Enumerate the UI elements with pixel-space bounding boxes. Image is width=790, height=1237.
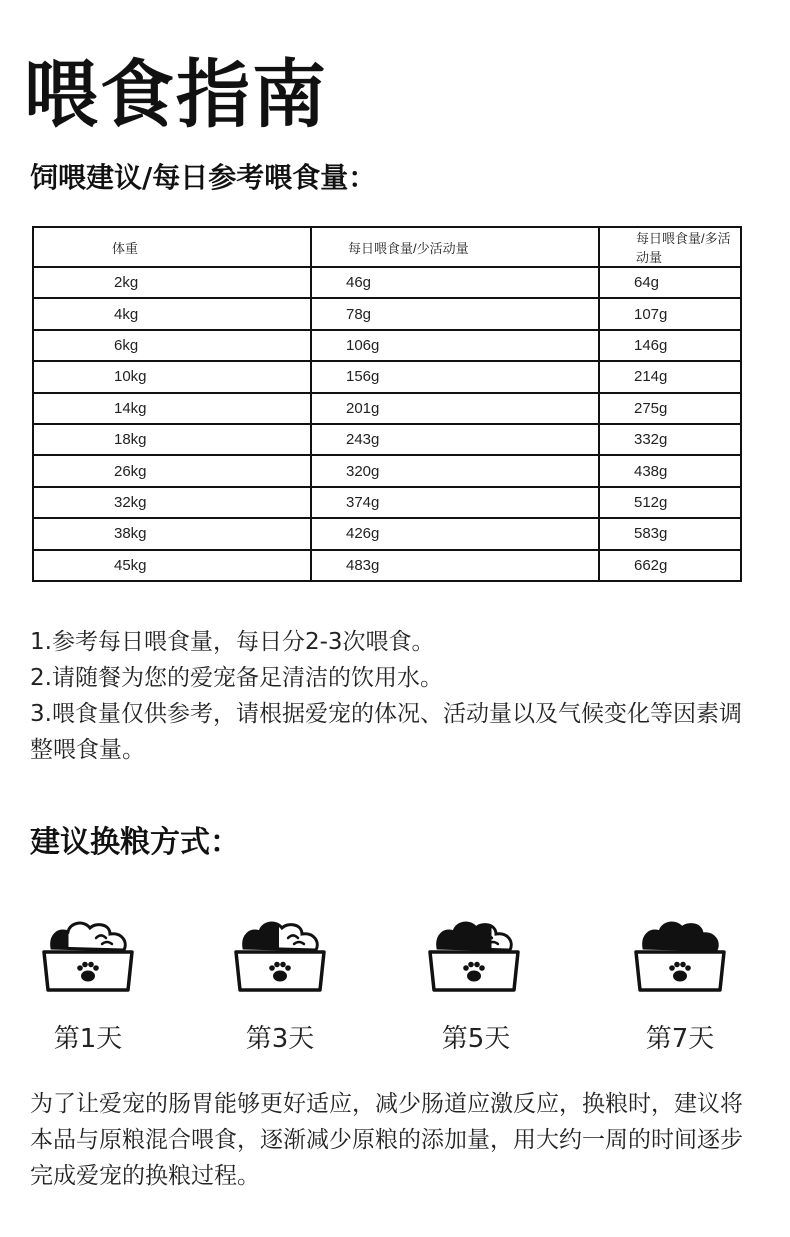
switch-instructions: 为了让爱宠的肠胃能够更好适应，减少肠道应激反应，换粮时，建议将本品与原粮混合喂食，逐渐减少原粮的添加量，用大约一周的时间逐步完成爱宠的换粮过程。 xyxy=(30,1091,743,1189)
step-label: 第5天 xyxy=(441,1024,511,1054)
cell-low-activity: 78g xyxy=(311,298,599,329)
table-row xyxy=(33,330,741,361)
cell-low-activity: 156g xyxy=(311,361,599,392)
cell-high-activity: 275g xyxy=(599,393,741,424)
cell-weight: 10kg xyxy=(33,361,311,392)
table-row xyxy=(33,518,741,549)
cell-low-activity: 106g xyxy=(311,330,599,361)
step-label: 第7天 xyxy=(645,1024,715,1054)
cell-high-activity: 107g xyxy=(599,298,741,329)
cell-weight: 26kg xyxy=(33,455,311,486)
cell-weight: 4kg xyxy=(33,298,311,329)
cell-high-activity: 64g xyxy=(599,267,741,298)
header-weight: 体重 xyxy=(33,227,311,267)
table-row xyxy=(33,455,741,486)
step-label: 第3天 xyxy=(245,1024,315,1054)
cell-high-activity: 512g xyxy=(599,487,741,518)
table-row xyxy=(33,424,741,455)
note-item: 1.参考每日喂食量，每日分2-3次喂食。 xyxy=(30,629,435,655)
food-bowl-icon xyxy=(424,918,524,998)
cell-weight: 38kg xyxy=(33,518,311,549)
cell-weight: 2kg xyxy=(33,267,311,298)
note-item: 3.喂食量仅供参考，请根据爱宠的体况、活动量以及气候变化等因素调整喂食量。 xyxy=(30,701,742,763)
cell-high-activity: 583g xyxy=(599,518,741,549)
food-bowl-icon xyxy=(38,918,138,998)
feeding-subtitle: 饲喂建议/每日参考喂食量： xyxy=(30,161,377,194)
table-row xyxy=(33,550,741,581)
cell-high-activity: 332g xyxy=(599,424,741,455)
cell-low-activity: 426g xyxy=(311,518,599,549)
food-switch-title: 建议换粮方式： xyxy=(30,825,240,860)
food-bowl-icon xyxy=(230,918,330,998)
feeding-notes xyxy=(30,624,760,768)
cell-weight: 6kg xyxy=(33,330,311,361)
cell-high-activity: 662g xyxy=(599,550,741,581)
page-title: 喂食指南 xyxy=(24,52,328,138)
cell-low-activity: 320g xyxy=(311,455,599,486)
table-row xyxy=(33,298,741,329)
table-header-row xyxy=(33,227,741,267)
cell-low-activity: 201g xyxy=(311,393,599,424)
note-item: 2.请随餐为您的爱宠备足清洁的饮用水。 xyxy=(30,665,443,691)
cell-weight: 45kg xyxy=(33,550,311,581)
table-row xyxy=(33,361,741,392)
cell-weight: 18kg xyxy=(33,424,311,455)
table-row xyxy=(33,393,741,424)
feeding-table xyxy=(32,226,742,582)
table-row xyxy=(33,487,741,518)
cell-weight: 32kg xyxy=(33,487,311,518)
cell-weight: 14kg xyxy=(33,393,311,424)
cell-low-activity: 483g xyxy=(311,550,599,581)
cell-high-activity: 438g xyxy=(599,455,741,486)
cell-low-activity: 374g xyxy=(311,487,599,518)
cell-low-activity: 46g xyxy=(311,267,599,298)
cell-high-activity: 214g xyxy=(599,361,741,392)
table-row xyxy=(33,267,741,298)
header-high-activity: 每日喂食量/多活动量 xyxy=(599,227,741,267)
cell-low-activity: 243g xyxy=(311,424,599,455)
food-bowl-icon xyxy=(630,918,730,998)
header-low-activity: 每日喂食量/少活动量 xyxy=(311,227,599,267)
cell-high-activity: 146g xyxy=(599,330,741,361)
step-label: 第1天 xyxy=(53,1024,123,1054)
